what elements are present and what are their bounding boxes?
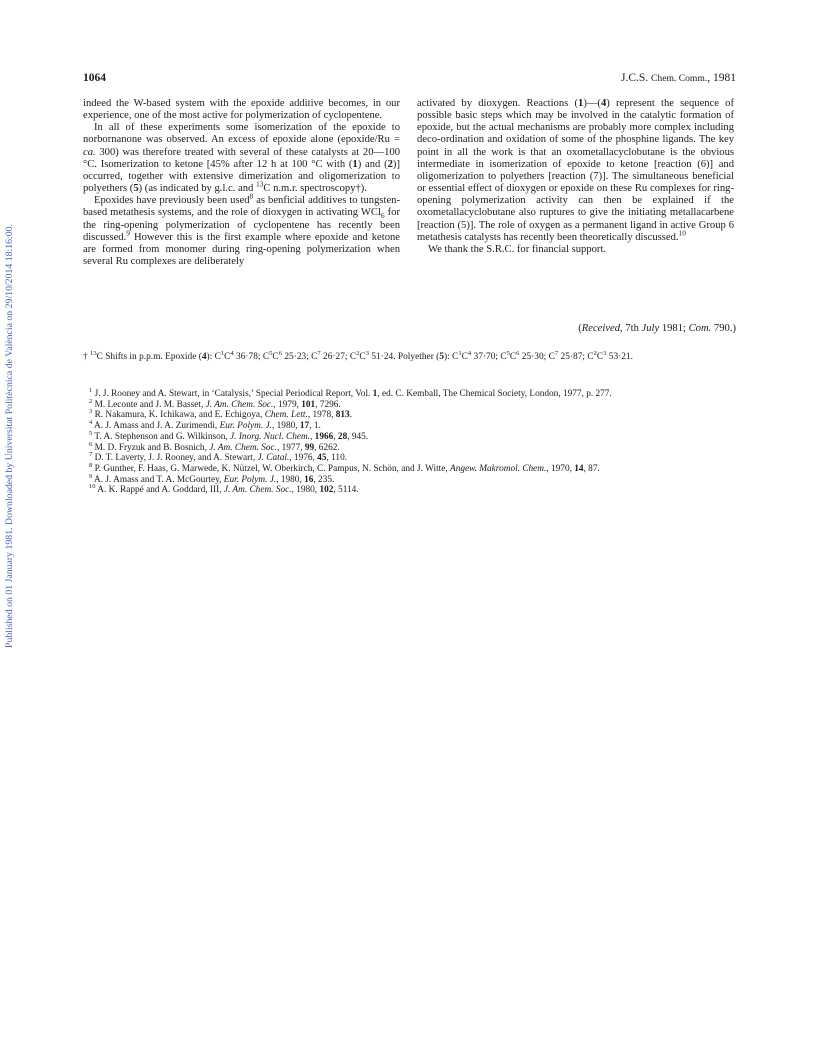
reference-list [83, 386, 736, 496]
acknowledgement: We thank the S.R.C. for financial support. [428, 243, 607, 255]
reference-item: $^3$ R. Nakamura, K. Ichikawa, and E. Echigoya, Chem. Lett., 1978, 813. [89, 408, 353, 421]
page-header [83, 72, 736, 88]
left-column [83, 98, 400, 268]
received-line: (Received, 7th July 1981; Com. 790.) [578, 323, 736, 334]
paragraph: In all of these experiments some isomerization of the epoxide to norbornanone was observed. An excess of epoxide alone (epoxide/Ru = ca. 300) was therefore treated with several of these catalysts at 20—100 °C. Isomerization to ketone [45% after 12 h at 100 °C with (1) and (2)] occurred, together with extensive dimerization and oligomerization to polyethers (5) (as indicated by g.l.c. and $^{13}$C n.m.r. spectroscopy†). [83, 122, 400, 195]
reference-item: $^{10}$ A. K. Rappé and A. Goddard, III, J. Am. Chem. Soc., 1980, 102, 5114. [89, 483, 359, 496]
reference-item: $^7$ D. T. Laverty, J. J. Rooney, and A. Stewart, J. Catal., 1976, 45, 110. [89, 451, 348, 464]
page-number: 1064 [83, 72, 106, 84]
right-column [417, 98, 734, 256]
journal-title: J.C.S. Chem. Comm., 1981 [620, 72, 736, 84]
paragraph: Epoxides have previously been used$^8$ as benficial additives to tungsten-based metathesis systems, and the role of dioxygen in activating WCl$_6$ for the ring-opening polymerization of cyclopentene has recently been discussed.$^9$ However this is the first example where epoxide and ketone are formed from monomer during ring-opening polymerization when several Ru complexes are deliberately [83, 191, 400, 268]
reference-item: $^8$ P. Gunther, F. Haas, G. Marwede, K. Nützel, W. Oberkirch, C. Pampus, N. Schön, and J. Witte, Angew. Makromol. Chem., 1970, 14, 87. [89, 461, 600, 474]
paragraph: activated by dioxygen. Reactions (1)—(4) represent the sequence of possible basic steps which may be involved in the catalytic formation of epoxide, but the actual mechanisms are probably more complex including deco-ordination and oxidation of some of the phosphine ligands. The key point in all the work is that an oxometallacyclobutane is the obvious intermediate in isomerization of epoxide to ketone [reaction (6)] and oligomerization to polyethers [reaction (7)]. The simultaneous beneficial or essential effect of dioxygen or epoxide on these Ru complexes for ring-opening polymerization activity can then be explained if the oxometallacyclobutane also ruptures to give the initiating metallacarbene [reaction (5)]. The role of oxygen as a permanent ligand in active Group 6 metathesis catalysts has recently been theoretically discussed.$^{10}$ [417, 98, 734, 243]
reference-item: $^5$ T. A. Stephenson and G. Wilkinson, J. Inorg. Nucl. Chem., 1966, 28, 945. [89, 429, 369, 442]
paragraph: indeed the W-based system with the epoxide additive becomes, in our experience, one of the most active for polymerization of cyclopentene. [83, 98, 400, 122]
reference-item: $^1$ J. J. Rooney and A. Stewart, in ‘Catalysis,’ Special Periodical Report, Vol. 1, ed. C. Kemball, The Chemical Society, London, 1977, p. 277. [89, 386, 612, 399]
reference-item: $^9$ A. J. Amass and T. A. McGourtey, Eur. Polym. J., 1980, 16, 235. [89, 472, 335, 485]
reference-item: $^4$ A. J. Amass and J. A. Zurimendi, Eur. Polym. J., 1980, 17, 1. [89, 419, 321, 432]
download-watermark: Published on 01 January 1981. Downloaded by Universitat Politècnica de València on 29/10/2014 18:16:00. [4, 223, 15, 648]
footnote-nmr: † $^{13}$C Shifts in p.p.m. Epoxide (4): $C^1C^4$ 36·78; $C^5C^6$ 25·23; $C^7$ 26·27; $C^2C^3$ 51·24. Polyether (5): $C^1C^4$ 37·70; $C^5C^6$ 25·30; $C^7$ 25·87; $C^2C^3$ 53·21. [83, 349, 634, 362]
reference-item: $^2$ M. Leconte and J. M. Basset, J. Am. Chem. Soc., 1979, 101, 7296. [89, 397, 341, 410]
reference-item: $^6$ M. D. Fryzuk and B. Bosnich, J. Am. Chem. Soc., 1977, 99, 6262. [89, 440, 340, 453]
